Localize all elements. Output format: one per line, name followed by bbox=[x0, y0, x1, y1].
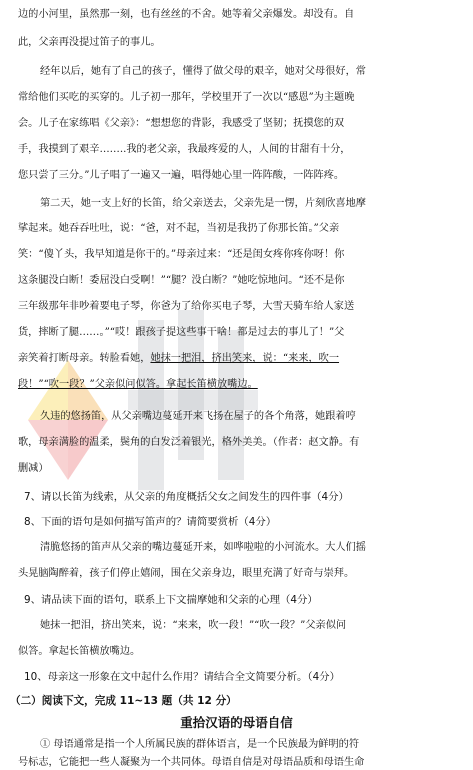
question-9: 9、请品读下面的语句，联系上下文揣摩她和父亲的心理（4分） bbox=[24, 594, 318, 606]
paragraph-line: 三年级那年非吵着要电子琴，你爸为了给你买电子琴，大雪天骑车给人家送 bbox=[18, 301, 355, 312]
question-7: 7、请以长笛为线索，从父亲的角度概括父女之间发生的四件事（4分） bbox=[24, 491, 349, 503]
paragraph-line: 久违的悠扬笛，从父亲嘴边蔓延开来飞扬在屋子的各个角落，她跟着哼 bbox=[40, 411, 356, 422]
question-8: 8、下面的语句是如何描写笛声的？请简要赏析（4分） bbox=[24, 516, 277, 528]
paragraph-line bbox=[0, 378, 473, 392]
paragraph-line: 此，父亲再没提过笛子的事儿。 bbox=[18, 37, 161, 48]
quoted-passage: 清脆悠扬的笛声从父亲的嘴边蔓延开来，如哗啦啦的小河流水。大人们摇 bbox=[40, 542, 366, 553]
question-10: 10、母亲这一形象在文中起什么作用？请结合全文简要分析。（4分） bbox=[24, 671, 340, 683]
article-title: 重拾汉语的母语自信 bbox=[180, 716, 293, 730]
paragraph-text: 亲笑着打断母亲。转脸看她， bbox=[18, 353, 151, 364]
paragraph-line: 您只尝了三分。”儿子唱了一遍又一遍，唱得她心里一阵阵酸，一阵阵疼。 bbox=[18, 170, 345, 181]
quoted-passage: 她抹一把泪，挤出笑来，说：“来来，吹一段！”“吹一段？”父亲似问 bbox=[40, 620, 347, 631]
quoted-passage: 似答。拿起长笛横放嘴边。 bbox=[18, 646, 141, 657]
paragraph-line: 常给他们买吃的买穿的。儿子初一那年，学校里开了一次以“感恩”为主题晚 bbox=[18, 92, 355, 103]
paragraph-line: 歌，母亲满脸的温柔，鬓角的白发泛着银光，格外美美。（作者：赵文静。有 bbox=[18, 437, 360, 448]
paragraph-line: 经年以后，她有了自己的孩子，懂得了做父母的艰辛，她对父母很好，常 bbox=[40, 66, 366, 77]
underlined-quote: 段！”“吹一段？”父亲似问似答。拿起长笛横放嘴边。 bbox=[18, 379, 258, 390]
quoted-passage: 头晃脑陶醉着，孩子们停止嬉闹，围在父亲身边，眼里充满了好奇与崇拜。 bbox=[18, 568, 355, 579]
paragraph-line: 号标志，它能把一些人凝聚为一个共同体。母语自信是对母语品质和母语生命 bbox=[18, 757, 365, 768]
underlined-quote: 她抹一把泪，挤出笑来，说：“来来，吹一 bbox=[150, 353, 340, 364]
paragraph-line: 删减） bbox=[18, 463, 49, 474]
paragraph-line: 笑：“傻丫头，我早知道是你干的。”母亲过来：“还是闺女疼你疼你呀！你 bbox=[18, 249, 345, 260]
paragraph-line: 会。儿子在家练唱《父亲》：“想想您的背影，我感受了坚韧；抚摸您的双 bbox=[18, 118, 345, 129]
paragraph-line: 第二天，她一支上好的长笛，给父亲送去，父亲先是一愣，片刻欣喜地摩 bbox=[40, 198, 366, 209]
paragraph-line: 手，我摸到了艰辛……..我的老父亲，我最疼爱的人，人间的甘甜有十分， bbox=[18, 144, 351, 155]
section-heading: （二）阅读下文，完成 11~13 题（共 12 分） bbox=[10, 695, 237, 707]
paragraph-line: ① 母语通常是指一个人所属民族的群体语言，是一个民族最为鲜明的符 bbox=[40, 739, 360, 750]
paragraph-line: 这条腿没白断！委屈没白受啊！”“腿？没白断？”她吃惊地问。“还不是你 bbox=[18, 275, 345, 286]
paragraph-line: 挲起来。她吞吞吐吐，说：“爸，对不起，当初是我扔了你那长笛。”父亲 bbox=[18, 223, 340, 234]
paragraph-line: 货，摔断了腿……。”“哎！跟孩子提这些事干啥！都是过去的事儿了！”父 bbox=[18, 327, 345, 338]
paragraph-line bbox=[0, 352, 473, 366]
paragraph-line: 边的小河里，虽然那一刻，也有丝丝的不舍。她等着父亲爆发。却没有。自 bbox=[18, 9, 355, 20]
